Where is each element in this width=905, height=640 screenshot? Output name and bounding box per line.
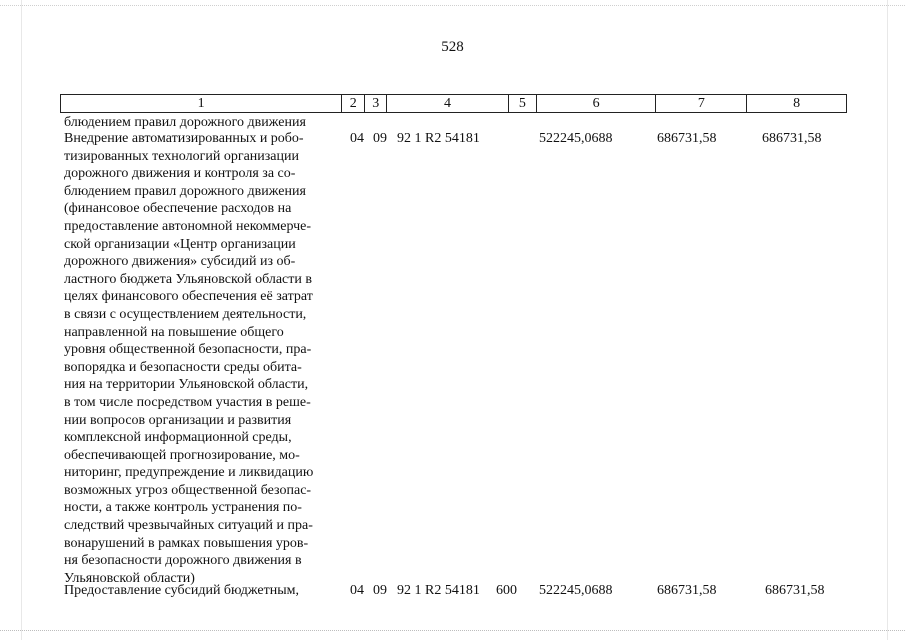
description-line: ской организации «Центр организации (64, 236, 296, 252)
description-line: следствий чрезвычайных ситуаций и пра- (64, 518, 313, 534)
description-line: обеспечивающей прогнозирование, мо- (64, 447, 300, 463)
cell-col-8: 686731,58 (762, 131, 822, 146)
row-description (64, 130, 337, 587)
description-line: целях финансового обеспечения её затрат (64, 289, 313, 305)
header-col-5: 5 (509, 95, 537, 112)
header-col-3: 3 (365, 95, 387, 112)
scan-bottom-edge (0, 630, 905, 632)
description-line: блюдением правил дорожного движения (64, 183, 306, 199)
description-line: (финансовое обеспечение расходов на (64, 201, 292, 217)
description-line: комплексной информационной среды, (64, 430, 292, 446)
description-line: в том числе посредством участия в реше- (64, 394, 311, 410)
scan-right-edge (887, 0, 888, 640)
description-line: тизированных технологий организации (64, 148, 299, 164)
cell-col-8: 686731,58 (765, 583, 825, 598)
description-line: дорожного движения» субсидий из об- (64, 254, 296, 270)
description-line: дорожного движения и контроля за со- (64, 166, 296, 182)
header-col-1: 1 (61, 95, 342, 112)
cell-col-2: 04 (350, 583, 364, 598)
cell-col-6: 522245,0688 (539, 583, 613, 598)
description-line: Предоставление субсидий бюджетным, (64, 583, 300, 598)
scan-top-edge (0, 5, 905, 7)
header-col-6: 6 (537, 95, 657, 112)
cell-col-3: 09 (373, 583, 387, 598)
scan-left-edge (21, 0, 22, 640)
description-line: Ульяновской области) (64, 570, 195, 586)
cell-col-4: 92 1 R2 54181 (397, 131, 480, 146)
page-number: 528 (441, 39, 464, 55)
description-line: в связи с осуществлением деятельности, (64, 306, 307, 322)
description-line: уровня общественной безопасности, пра- (64, 342, 312, 358)
cell-col-7: 686731,58 (657, 583, 717, 598)
cell-col-7: 686731,58 (657, 131, 717, 146)
cell-col-3: 09 (373, 131, 387, 146)
row-description (64, 582, 337, 600)
continuation-text: блюдением правил дорожного движения (64, 115, 306, 130)
header-col-2: 2 (342, 95, 365, 112)
description-line: направленной на повышение общего (64, 324, 284, 340)
description-line: предоставление автономной некоммерче- (64, 218, 312, 234)
header-col-4: 4 (387, 95, 509, 112)
description-line: ности, а также контроль устранения по- (64, 500, 302, 516)
description-line: нии вопросов организации и развития (64, 412, 292, 428)
cell-col-5: 600 (496, 583, 517, 598)
cell-col-6: 522245,0688 (539, 131, 613, 146)
table-header (60, 94, 847, 113)
description-line: ния на территории Ульяновской области, (64, 377, 309, 393)
description-line: вопорядка и безопасности среды обита- (64, 359, 302, 375)
header-col-7: 7 (656, 95, 747, 112)
header-col-8: 8 (793, 96, 801, 111)
description-line: ня безопасности дорожного движения в (64, 553, 302, 569)
description-line: Внедрение автоматизированных и робо- (64, 131, 304, 146)
cell-col-4: 92 1 R2 54181 (397, 583, 480, 598)
cell-col-2: 04 (350, 131, 364, 146)
description-line: ластного бюджета Ульяновской области в (64, 271, 312, 287)
description-line: ниторинг, предупреждение и ликвидацию (64, 465, 314, 481)
description-line: вонарушений в рамках повышения уров- (64, 535, 309, 551)
description-line: возможных угроз общественной безопас- (64, 482, 312, 498)
